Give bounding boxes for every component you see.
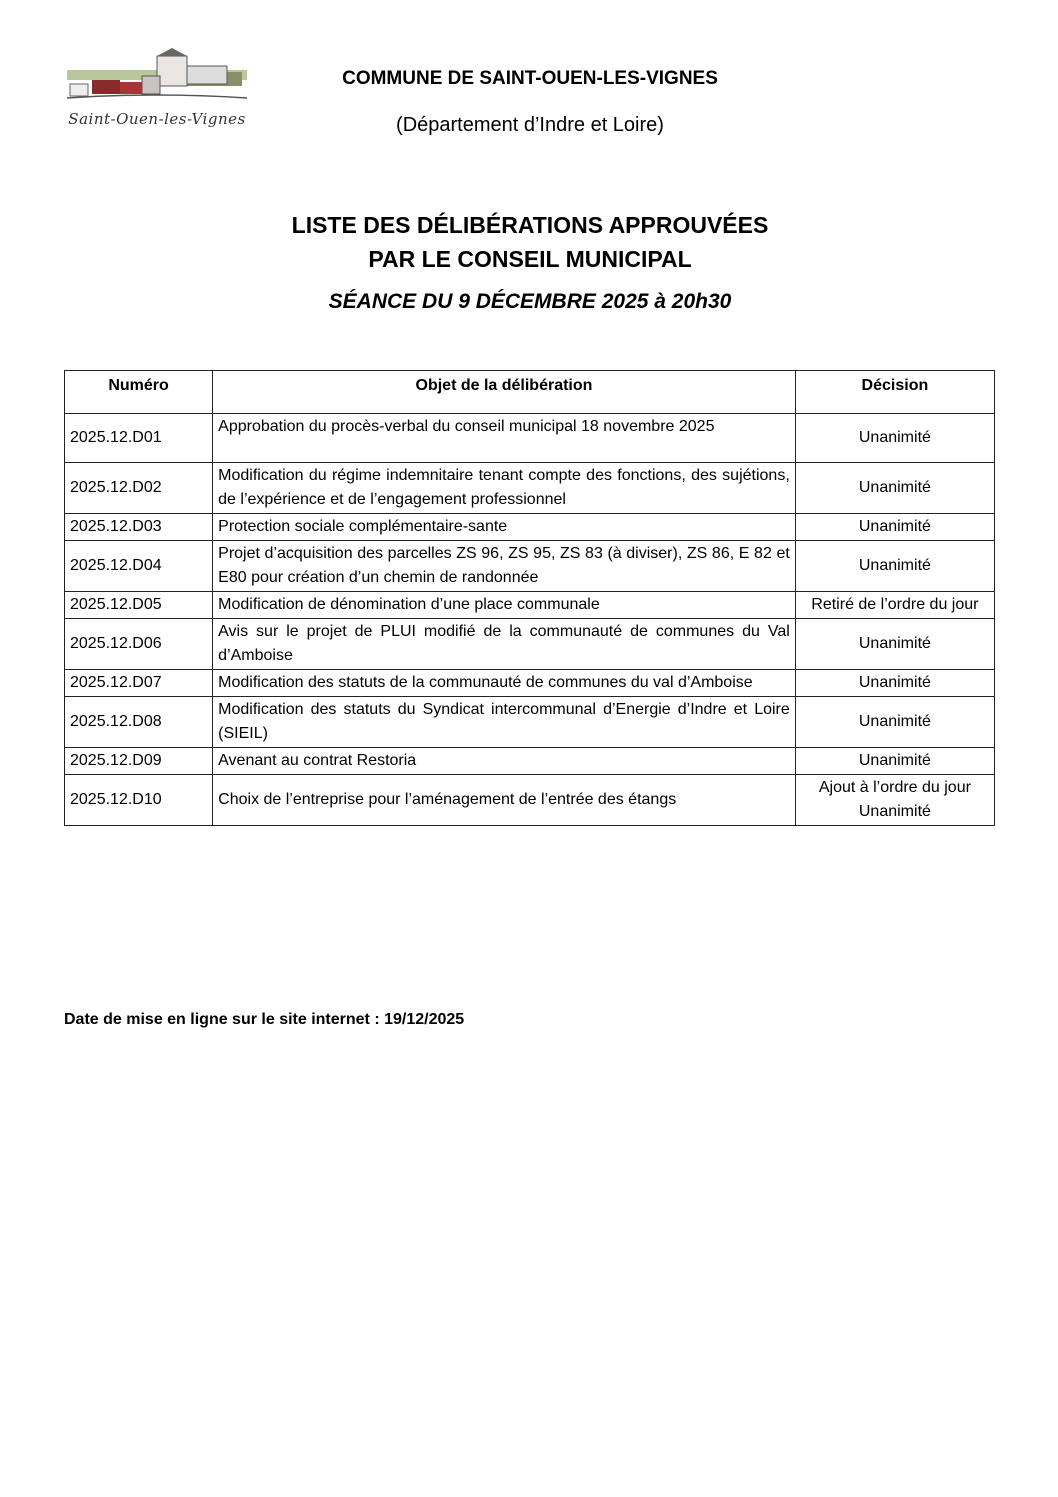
commune-name: COMMUNE DE SAINT-OUEN-LES-VIGNES	[342, 68, 718, 89]
row-number: 2025.12.D10	[65, 775, 213, 826]
online-date: Date de mise en ligne sur le site internet : 19/12/2025	[64, 1011, 465, 1028]
row-decision: Retiré de l’ordre du jour	[795, 592, 994, 619]
table-row	[65, 514, 995, 541]
row-decision: Unanimité	[795, 670, 994, 697]
row-decision: Unanimité	[795, 748, 994, 775]
row-object: Modification de dénomination d’une place communale	[213, 592, 796, 619]
title-line-2: PAR LE CONSEIL MUNICIPAL	[368, 246, 692, 272]
row-number: 2025.12.D02	[65, 463, 213, 514]
session-date: SÉANCE DU 9 DÉCEMBRE 2025 à 20h30	[328, 290, 732, 313]
row-number: 2025.12.D06	[65, 619, 213, 670]
row-object: Avis sur le projet de PLUI modifié de la communauté de communes du Val d’Amboise	[213, 619, 796, 670]
row-decision: Ajout à l’ordre du jour Unanimité	[795, 775, 994, 826]
table-row	[65, 463, 995, 514]
table-row	[65, 592, 995, 619]
row-decision: Unanimité	[795, 463, 994, 514]
row-object: Avenant au contrat Restoria	[213, 748, 796, 775]
title-line-1: LISTE DES DÉLIBÉRATIONS APPROUVÉES	[291, 212, 769, 238]
row-object: Approbation du procès-verbal du conseil municipal 18 novembre 2025	[213, 414, 796, 463]
row-object: Projet d’acquisition des parcelles ZS 96, ZS 95, ZS 83 (à diviser), ZS 86, E 82 et E80 pour création d’un chemin de randonnée	[213, 541, 796, 592]
department-name: (Département d’Indre et Loire)	[396, 114, 664, 136]
row-object: Protection sociale complémentaire-sante	[213, 514, 796, 541]
row-decision: Unanimité	[795, 541, 994, 592]
document-title	[230, 208, 830, 276]
header-decision: Décision	[795, 371, 994, 414]
row-number: 2025.12.D07	[65, 670, 213, 697]
logo-caption: Saint-Ouen-les-Vignes	[68, 110, 246, 128]
header-objet: Objet de la délibération	[213, 371, 796, 414]
table-row	[65, 619, 995, 670]
village-illustration-icon	[62, 48, 252, 110]
table-row	[65, 414, 995, 463]
row-decision: Unanimité	[795, 414, 994, 463]
table-header-row	[65, 371, 995, 414]
commune-logo	[62, 48, 252, 143]
table-row	[65, 748, 995, 775]
table-row	[65, 697, 995, 748]
row-number: 2025.12.D08	[65, 697, 213, 748]
row-decision: Unanimité	[795, 619, 994, 670]
row-object: Modification du régime indemnitaire tenant compte des fonctions, des sujétions, de l’expérience et de l’engagement professionnel	[213, 463, 796, 514]
table-row	[65, 541, 995, 592]
header-numero: Numéro	[65, 371, 213, 414]
table-row	[65, 775, 995, 826]
row-decision: Unanimité	[795, 514, 994, 541]
row-decision: Unanimité	[795, 697, 994, 748]
row-number: 2025.12.D04	[65, 541, 213, 592]
row-number: 2025.12.D09	[65, 748, 213, 775]
row-number: 2025.12.D01	[65, 414, 213, 463]
row-object: Modification des statuts de la communauté de communes du val d’Amboise	[213, 670, 796, 697]
row-object: Choix de l’entreprise pour l’aménagement de l’entrée des étangs	[213, 775, 796, 826]
row-number: 2025.12.D05	[65, 592, 213, 619]
row-object: Modification des statuts du Syndicat intercommunal d’Energie d’Indre et Loire (SIEIL)	[213, 697, 796, 748]
row-number: 2025.12.D03	[65, 514, 213, 541]
table-row	[65, 670, 995, 697]
deliberations-table	[64, 370, 995, 826]
